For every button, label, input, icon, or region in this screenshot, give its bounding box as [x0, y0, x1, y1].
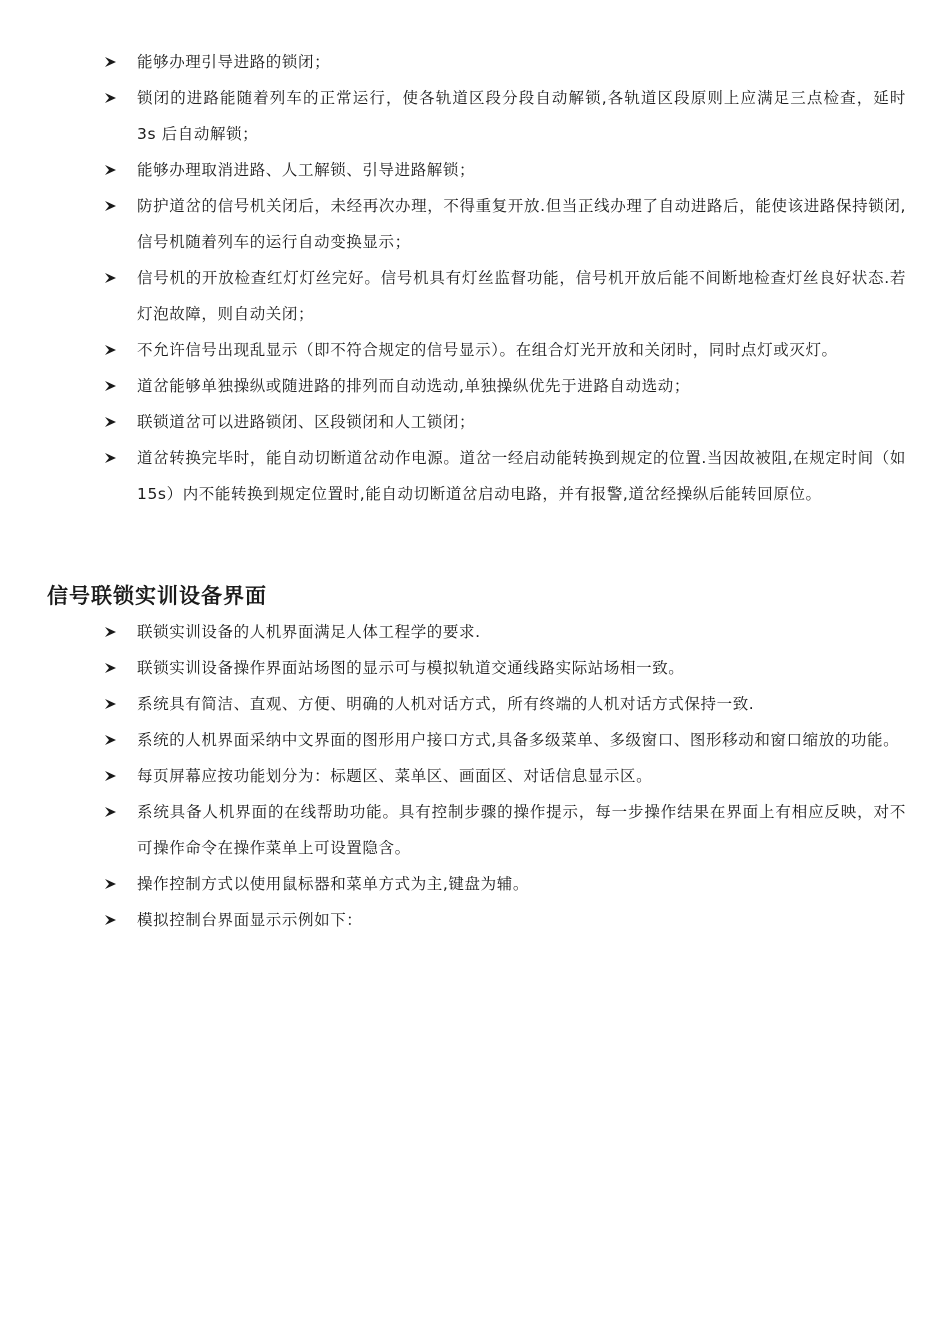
list-item-text: 联锁实训设备的人机界面满足人体工程学的要求. — [137, 623, 481, 641]
arrowhead-bullet-icon — [104, 794, 124, 830]
arrowhead-bullet-icon — [104, 440, 124, 476]
list-item-text: 能够办理引导进路的锁闭； — [137, 53, 331, 71]
list-item-text: 不允许信号出现乱显示（即不符合规定的信号显示）。在组合灯光开放和关闭时，同时点灯或灭灯。 — [137, 341, 838, 359]
list-item — [0, 80, 950, 152]
arrowhead-bullet-icon — [104, 152, 124, 188]
list-item-text: 信号机的开放检查红灯灯丝完好。信号机具有灯丝监督功能，信号机开放后能不间断地检查灯丝良好状态.若灯泡故障，则自动关闭； — [137, 269, 906, 323]
list-item-text: 每页屏幕应按功能划分为：标题区、菜单区、画面区、对话信息显示区。 — [137, 767, 653, 785]
hmi-requirements-section — [0, 614, 950, 938]
interlocking-functions-section — [0, 44, 950, 512]
arrowhead-bullet-icon — [104, 260, 124, 296]
arrowhead-bullet-icon — [104, 404, 124, 440]
list-item-text: 防护道岔的信号机关闭后，未经再次办理，不得重复开放.但当正线办理了自动进路后，能使该进路保持锁闭,信号机随着列车的运行自动变换显示； — [137, 197, 906, 251]
section-heading: 信号联锁实训设备界面 — [47, 584, 267, 608]
list-item — [0, 722, 950, 758]
arrowhead-bullet-icon — [104, 650, 124, 686]
list-item-text: 操作控制方式以使用鼠标器和菜单方式为主,键盘为辅。 — [137, 875, 529, 893]
list-item-text: 能够办理取消进路、人工解锁、引导进路解锁； — [137, 161, 476, 179]
list-item — [0, 260, 950, 332]
list-item — [0, 188, 950, 260]
interlocking-functions-list — [0, 44, 950, 512]
list-item — [0, 332, 950, 368]
arrowhead-bullet-icon — [104, 332, 124, 368]
list-item — [0, 404, 950, 440]
list-item-text: 锁闭的进路能随着列车的正常运行，使各轨道区段分段自动解锁,各轨道区段原则上应满足三点检查，延时 3s 后自动解锁； — [137, 89, 906, 143]
list-item-text: 系统的人机界面采纳中文界面的图形用户接口方式,具备多级菜单、多级窗口、图形移动和窗口缩放的功能。 — [137, 731, 900, 749]
list-item — [0, 902, 950, 938]
arrowhead-bullet-icon — [104, 188, 124, 224]
list-item — [0, 686, 950, 722]
arrowhead-bullet-icon — [104, 866, 124, 902]
list-item-text: 联锁实训设备操作界面站场图的显示可与模拟轨道交通线路实际站场相一致。 — [137, 659, 685, 677]
hmi-requirements-list — [0, 614, 950, 938]
arrowhead-bullet-icon — [104, 368, 124, 404]
list-item — [0, 440, 950, 512]
arrowhead-bullet-icon — [104, 722, 124, 758]
list-item-text: 联锁道岔可以进路锁闭、区段锁闭和人工锁闭； — [137, 413, 476, 431]
arrowhead-bullet-icon — [104, 44, 124, 80]
arrowhead-bullet-icon — [104, 902, 124, 938]
list-item — [0, 866, 950, 902]
list-item-text: 模拟控制台界面显示示例如下： — [137, 911, 363, 929]
list-item-text: 系统具备人机界面的在线帮助功能。具有控制步骤的操作提示，每一步操作结果在界面上有相应反映，对不可操作命令在操作菜单上可设置隐含。 — [137, 803, 906, 857]
list-item — [0, 44, 950, 80]
list-item-text: 道岔能够单独操纵或随进路的排列而自动选动,单独操纵优先于进路自动选动； — [137, 377, 690, 395]
list-item — [0, 368, 950, 404]
arrowhead-bullet-icon — [104, 80, 124, 116]
list-item — [0, 614, 950, 650]
arrowhead-bullet-icon — [104, 614, 124, 650]
arrowhead-bullet-icon — [104, 758, 124, 794]
list-item-text: 道岔转换完毕时，能自动切断道岔动作电源。道岔一经启动能转换到规定的位置.当因故被阻,在规定时间（如 15s）内不能转换到规定位置时,能自动切断道岔启动电路，并有报警,道岔经操纵后能转回原位。 — [137, 449, 906, 503]
list-item — [0, 650, 950, 686]
list-item — [0, 794, 950, 866]
list-item — [0, 152, 950, 188]
list-item — [0, 758, 950, 794]
arrowhead-bullet-icon — [104, 686, 124, 722]
list-item-text: 系统具有简洁、直观、方便、明确的人机对话方式，所有终端的人机对话方式保持一致. — [137, 695, 755, 713]
